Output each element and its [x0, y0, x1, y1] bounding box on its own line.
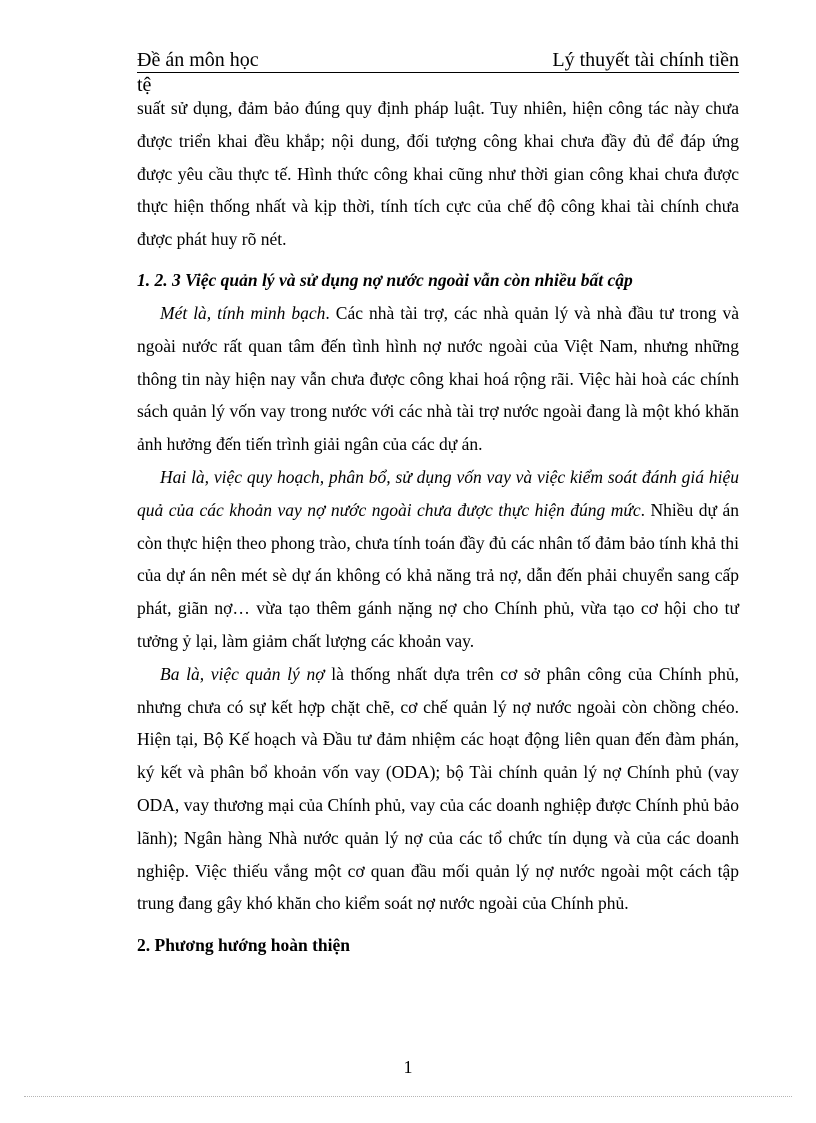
paragraph-planning-lead: Hai là, việc quy hoạch, phân bổ, sử dụng vốn vay và việc kiểm soát đánh giá hiệu quả của các khoản vay nợ nước ngoài chưa được thực hiện đúng mức — [137, 466, 739, 520]
document-body — [137, 92, 739, 962]
intro-paragraph: suất sử dụng, đảm bảo đúng quy định pháp luật. Tuy nhiên, hiện công tác này chưa được triển khai đều khắp; nội dung, đối tượng công khai chưa đầy đủ để đáp ứng được yêu cầu thực tế. Hình thức công khai cũng như thời gian công khai chưa được thực hiện thống nhất và kịp thời, tính tích cực của chế độ công khai tài chính chưa được phát huy rõ nét. — [137, 98, 739, 250]
header-course-title: Đề án môn học — [137, 49, 259, 71]
header-subject-continuation: tệ — [137, 74, 152, 96]
paragraph-debt-management-text: là thống nhất dựa trên cơ sở phân công của Chính phủ, nhưng chưa có sự kết hợp chặt chẽ, cơ chế quản lý nợ nước ngoài còn chồng chéo. Hiện tại, Bộ Kế hoạch và Đầu tư đảm nhiệm các hoạt động liên quan đến đàm phán, ký kết và phân bổ khoản vốn vay (ODA); bộ Tài chính quản lý nợ Chính phủ (vay ODA, vay thương mại của Chính phủ, vay của các doanh nghiệp được Chính phủ bảo lãnh); Ngân hàng Nhà nước quản lý nợ của các tổ chức tín dụng và của các doanh nghiệp. Việc thiếu vắng một cơ quan đầu mối quản lý nợ nước ngoài một cách tập trung đang gây khó khăn cho kiểm soát nợ nước ngoài của Chính phủ. — [137, 663, 739, 914]
footer-divider — [24, 1096, 792, 1097]
paragraph-transparency-text: . Các nhà tài trợ, các nhà quản lý và nhà đầu tư trong và ngoài nước rất quan tâm đến tình hình nợ nước ngoài của Việt Nam, nhưng những thông tin này hiện nay vẫn chưa được công khai hoá rộng rãi. Việc hài hoà các chính sách quản lý vốn vay trong nước với các nhà tài trợ nước ngoài đang là một khó khăn ảnh hưởng đến tiến trình giải ngân của các dự án. — [137, 302, 739, 455]
paragraph-planning — [137, 461, 739, 658]
paragraph-debt-management-lead: Ba là, việc quản lý nợ — [160, 663, 325, 684]
paragraph-transparency — [137, 297, 739, 461]
paragraph-transparency-lead: Mét là, tính minh bạch — [160, 302, 326, 323]
header-subject-title: Lý thuyết tài chính tiền — [552, 49, 739, 71]
page-header — [137, 48, 739, 73]
paragraph-planning-text: . Nhiều dự án còn thực hiện theo phong trào, chưa tính toán đầy đủ các nhân tố đảm bảo tính khả thi của dự án nên mét sè dự án không có khả năng trả nợ, dẫn đến phải chuyển sang cấp phát, giãn nợ… vừa tạo thêm gánh nặng nợ cho Chính phủ, vừa tạo cơ hội cho tư tưởng ỷ lại, làm giảm chất lượng các khoản vay. — [137, 499, 739, 651]
section-heading-2: 2. Phương hướng hoàn thiện — [137, 935, 351, 956]
page-number: 1 — [403, 1057, 413, 1077]
section-heading-1-2-3: 1. 2. 3 Việc quản lý và sử dụng nợ nước ngoài vẫn còn nhiều bất cập — [137, 269, 633, 290]
paragraph-debt-management — [137, 658, 739, 920]
